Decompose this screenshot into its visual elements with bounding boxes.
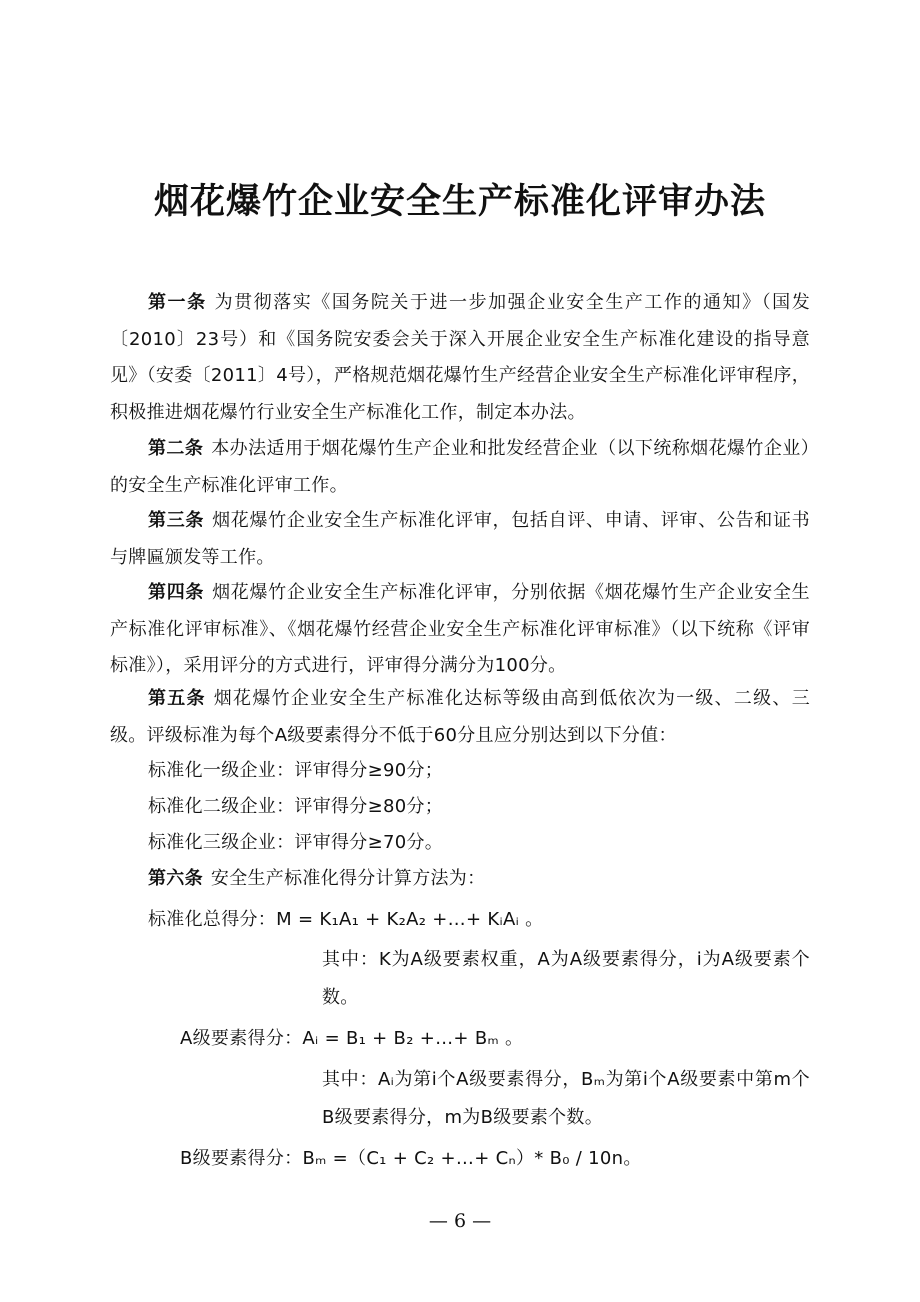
article-text: 烟花爆竹企业安全生产标准化达标等级由高到低依次为一级、二级、三级。评级标准为每个A级要素得分不低于60分且应分别达到以下分值：: [110, 688, 810, 746]
note-a: [322, 1061, 810, 1137]
article-text: 为贯彻落实《国务院关于进一步加强企业安全生产工作的通知》（国发〔2010〕23号）和《国务院安委会关于深入开展企业安全生产标准化建设的指导意见》（安委〔2011〕4号），严格规范烟花爆竹生产经营企业安全生产标准化评审程序，积极推进烟花爆竹行业安全生产标准化工作，制定本办法。: [110, 292, 810, 423]
note-body: Aᵢ为第i个A级要素得分，Bₘ为第i个A级要素中第m个B级要素得分，m为B级要素个数。: [322, 1069, 810, 1128]
formula-b: B级要素得分：Bₘ =（C₁ + C₂ +…+ Cₙ）* B₀ / 10n。: [180, 1148, 642, 1169]
grade-line-3: 标准化三级企业：评审得分≥70分。: [148, 832, 444, 853]
formula-total: 标准化总得分：M = K₁A₁ + K₂A₂ +…+ KᵢAᵢ 。: [148, 909, 544, 930]
article-text: 本办法适用于烟花爆竹生产企业和批发经营企业（以下统称烟花爆竹企业）的安全生产标准化评审工作。: [110, 438, 810, 496]
article-label: 第六条: [148, 868, 203, 889]
article-5: [110, 681, 810, 754]
note-prefix: 其中：: [322, 949, 379, 970]
article-3: [110, 503, 810, 576]
grade-line-2: 标准化二级企业：评审得分≥80分；: [148, 796, 444, 817]
article-text: 安全生产标准化得分计算方法为：: [210, 868, 486, 889]
grade-line-1: 标准化一级企业：评审得分≥90分；: [148, 760, 444, 781]
article-label: 第四条: [148, 582, 205, 603]
formula-a: A级要素得分：Aᵢ = B₁ + B₂ +…+ Bₘ 。: [180, 1028, 524, 1049]
article-text: 烟花爆竹企业安全生产标准化评审，分别依据《烟花爆竹生产企业安全生产标准化评审标准》、《烟花爆竹经营企业安全生产标准化评审标准》（以下统称《评审标准》），采用评分的方式进行，评审得分满分为100分。: [110, 582, 810, 676]
page-title: 烟花爆竹企业安全生产标准化评审办法: [153, 181, 766, 222]
note-total: [322, 941, 810, 1017]
article-4: [110, 575, 810, 685]
article-text: 烟花爆竹企业安全生产标准化评审，包括自评、申请、评审、公告和证书与牌匾颁发等工作。: [110, 510, 810, 568]
article-label: 第二条: [148, 438, 204, 459]
article-label: 第一条: [148, 292, 207, 313]
article-2: [110, 431, 810, 504]
article-label: 第三条: [148, 510, 205, 531]
article-6: [148, 861, 485, 897]
note-body: K为A级要素权重，A为A级要素得分，i为A级要素个数。: [322, 949, 810, 1008]
article-1: [110, 285, 810, 431]
note-prefix: 其中：: [322, 1069, 378, 1090]
article-label: 第五条: [148, 688, 206, 709]
page-number: — 6 —: [428, 1210, 492, 1232]
